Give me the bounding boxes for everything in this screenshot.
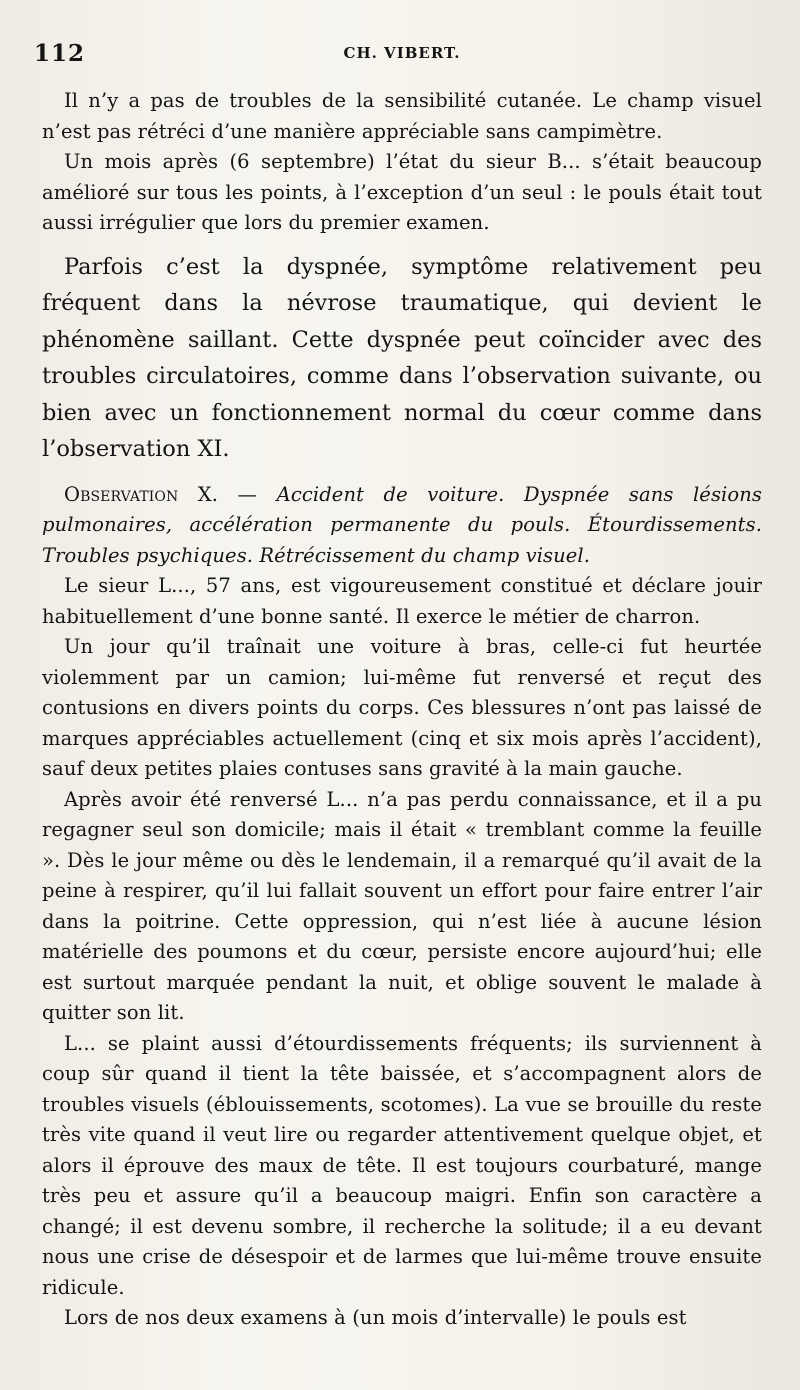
paragraph-one-month-later: Un mois après (6 septembre) l’état du sieur B... s’était beaucoup amélioré sur tous les points, à l’exception d’un seul : le pouls était tout aussi irrégulier que lors du premier examen. xyxy=(42,150,762,234)
paragraph-accident: Un jour qu’il traînait une voiture à bras, celle-ci fut heurtée violemment par un camion; lui-même fut renversé et reçut des contusions en divers points du corps. Ces blessures n’ont pas laissé de marques appréciables actuellement (cinq et six mois après l’accident), sauf deux petites plaies contuses sans gravité à la main gauche. xyxy=(42,635,762,780)
paragraph-patient-intro: Le sieur L..., 57 ans, est vigoureusement constitué et déclare jouir habituellement d’une bonne santé. Il exerce le métier de charron. xyxy=(42,574,762,628)
paragraph-pulse: Lors de nos deux examens à (un mois d’intervalle) le pouls est xyxy=(64,1306,687,1329)
paragraph-sensibility: Il n’y a pas de troubles de la sensibilité cutanée. Le champ visuel n’est pas rétréci d’une manière appréciable sans campimètre. xyxy=(42,89,762,143)
observation-heading xyxy=(42,480,762,572)
paragraph-dizziness: L... se plaint aussi d’étourdissements fréquents; ils surviennent à coup sûr quand il tient la tête baissée, et s’accompagnent alors de troubles visuels (éblouissements, scotomes). La vue se brouille du reste très vite quand il veut lire ou regarder attentivement quelque objet, et alors il éprouve des maux de tête. Il est toujours courbaturé, mange très peu et assure qu’il a beaucoup maigri. Enfin son caractère a changé; il est devenu sombre, il recherche la solitude; il a eu devant nous une crise de désespoir et de larmes que lui-même trouve ensuite ridicule. xyxy=(42,1031,762,1299)
observation-title: Accident de voiture. Dyspnée sans lésions pulmonaires, accélération permanente du pouls. Étourdissements. Troubles psychiques. Rétrécissement du champ visuel. xyxy=(42,482,762,567)
body-text xyxy=(42,86,762,1334)
paragraph-dyspnea: Parfois c’est la dyspnée, symptôme relativement peu fréquent dans la névrose traumatique, qui devient le phénomène saillant. Cette dyspnée peut coïncider avec des troubles circulatoires, comme dans l’observation suivante, ou bien avec un fonctionnement normal du cœur comme dans l’observation XI. xyxy=(42,253,762,462)
page-header xyxy=(34,38,762,78)
paragraph-after-accident: Après avoir été renversé L... n’a pas perdu connaissance, et il a pu regagner seul son domicile; mais il était « tremblant comme la feuille ». Dès le jour même ou dès le lendemain, il a remarqué qu’il avait de la peine à respirer, qu’il lui fallait souvent un effort pour faire entrer l’air dans la poitrine. Cette oppression, qui n’est liée à aucune lésion matérielle des poumons et du cœur, persiste encore aujourd’hui; elle est surtout marquée pendant la nuit, et oblige souvent le malade à quitter son lit. xyxy=(42,787,762,1024)
observation-label: Observation X. — xyxy=(64,482,258,506)
page-number: 112 xyxy=(34,40,86,67)
running-head: CH. VIBERT. xyxy=(343,44,461,62)
